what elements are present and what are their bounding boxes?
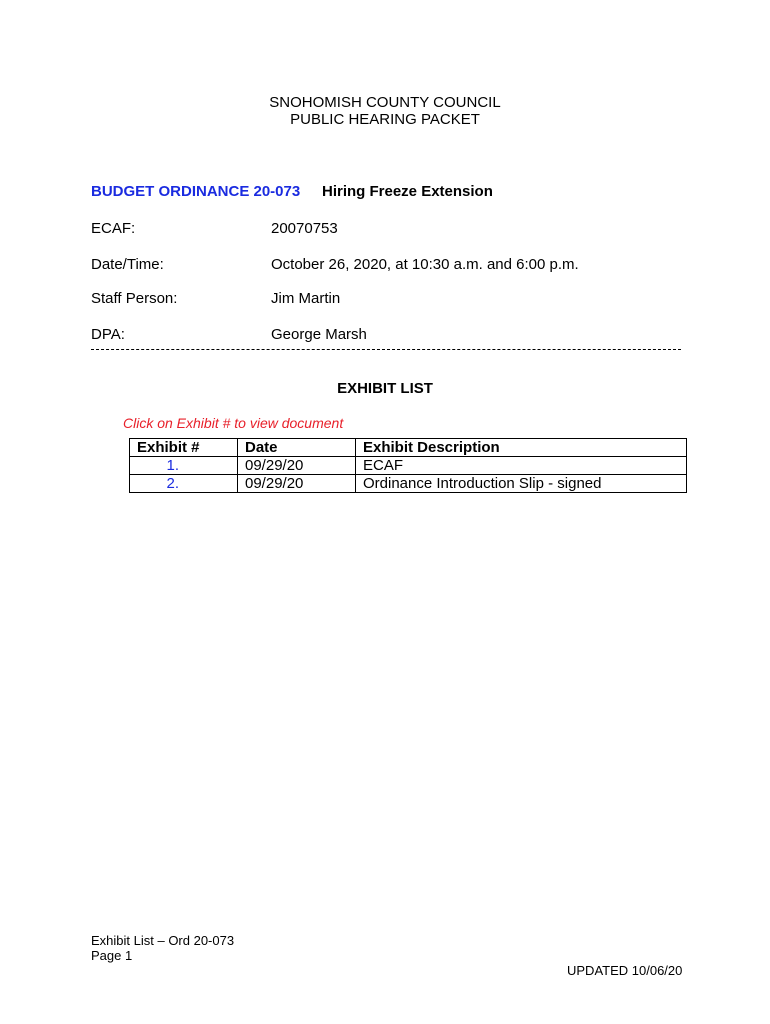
exhibit-table <box>129 438 687 493</box>
dpa-value: George Marsh <box>271 326 367 343</box>
exhibit-date: 09/29/20 <box>238 457 356 475</box>
exhibit-number-cell <box>130 475 238 493</box>
column-header-description: Exhibit Description <box>356 439 687 457</box>
ordinance-title: Hiring Freeze Extension <box>322 183 493 200</box>
ordinance-number: BUDGET ORDINANCE 20-073 <box>91 183 301 200</box>
table-row <box>130 457 687 475</box>
footer-document-label: Exhibit List – Ord 20-073 <box>91 933 235 948</box>
section-divider <box>91 349 681 350</box>
exhibit-link-1[interactable]: 1. <box>166 457 179 474</box>
footer-page-number: Page 1 <box>91 948 133 963</box>
column-header-date: Date <box>238 439 356 457</box>
ecaf-value: 20070753 <box>271 220 338 237</box>
datetime-value: October 26, 2020, at 10:30 a.m. and 6:00 p.m. <box>271 256 579 273</box>
ecaf-label: ECAF: <box>91 220 136 237</box>
header-title-line1: SNOHOMISH COUNTY COUNCIL <box>269 94 501 111</box>
exhibit-list-heading: EXHIBIT LIST <box>337 380 433 397</box>
dpa-label: DPA: <box>91 326 125 343</box>
datetime-label: Date/Time: <box>91 256 164 273</box>
exhibit-description: Ordinance Introduction Slip - signed <box>356 475 687 493</box>
staff-person-label: Staff Person: <box>91 290 178 307</box>
exhibit-date: 09/29/20 <box>238 475 356 493</box>
exhibit-number-cell <box>130 457 238 475</box>
table-row <box>130 475 687 493</box>
footer-updated-date: UPDATED 10/06/20 <box>567 963 683 978</box>
exhibit-link-2[interactable]: 2. <box>166 475 179 492</box>
exhibit-instruction-note: Click on Exhibit # to view document <box>123 415 344 431</box>
header-title-line2: PUBLIC HEARING PACKET <box>290 111 480 128</box>
table-header-row <box>130 439 687 457</box>
staff-person-value: Jim Martin <box>271 290 341 307</box>
column-header-exhibit-number: Exhibit # <box>130 439 238 457</box>
exhibit-description: ECAF <box>356 457 687 475</box>
